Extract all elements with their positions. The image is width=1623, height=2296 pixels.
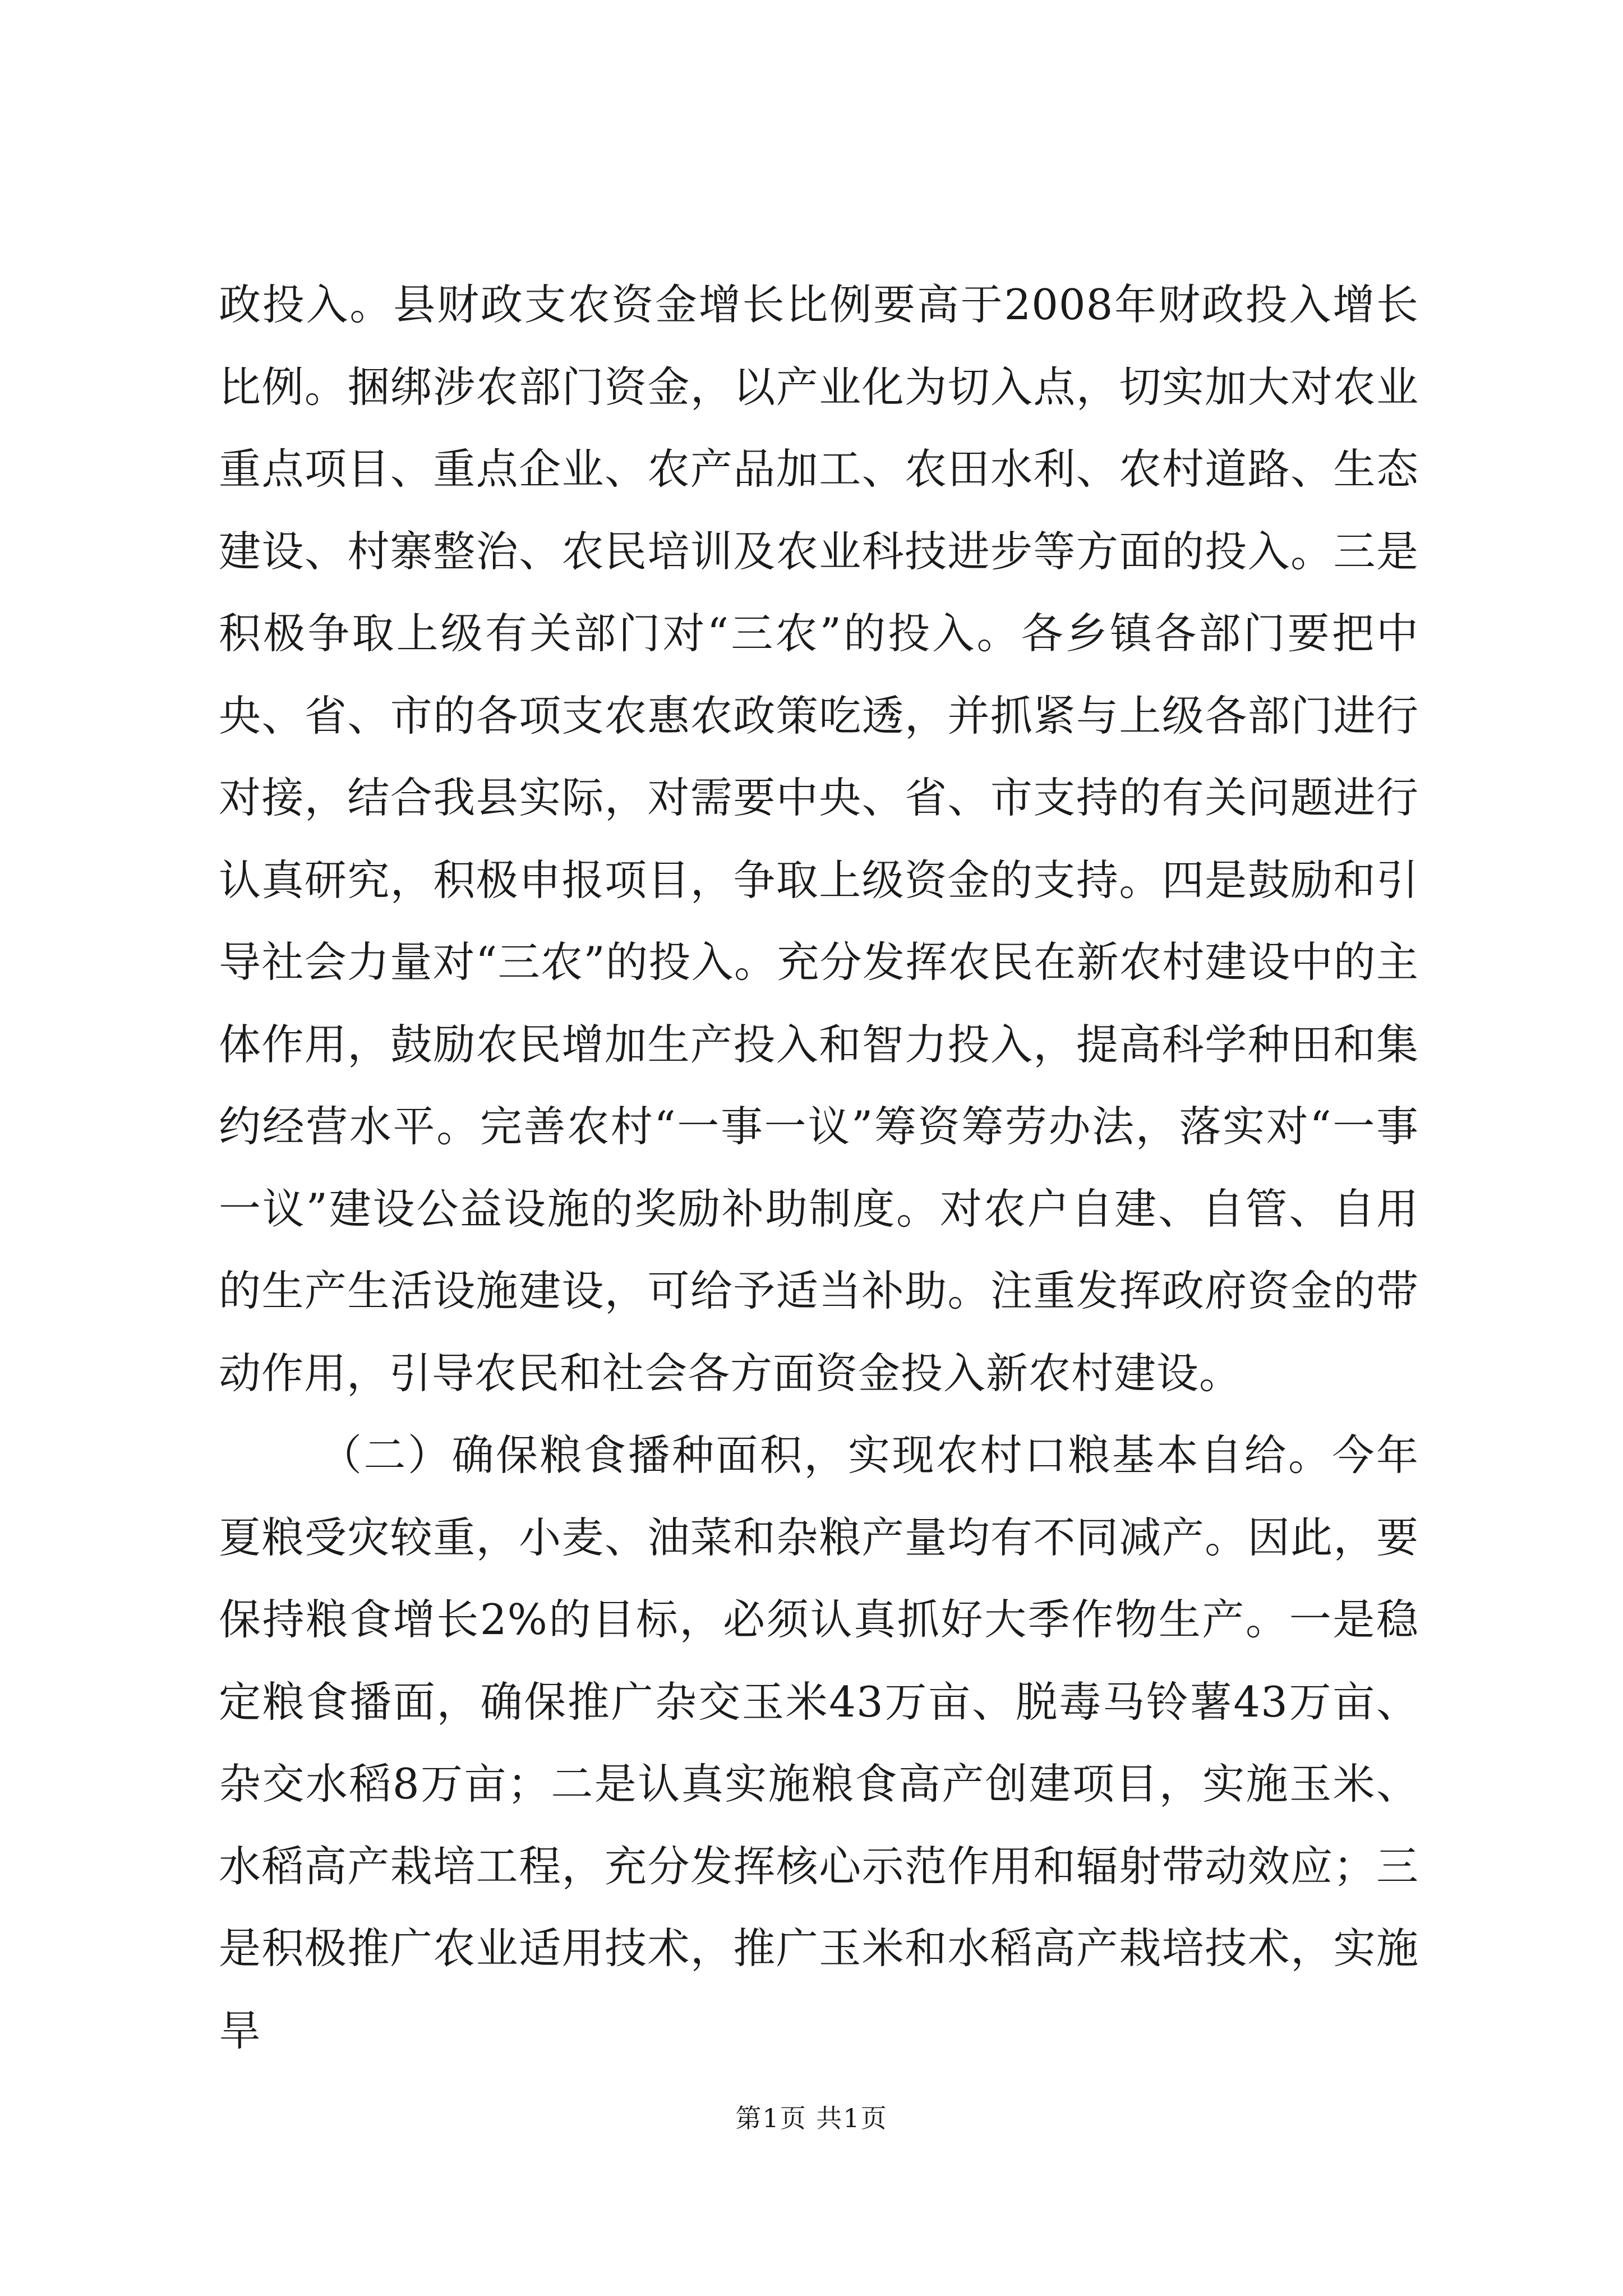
page-footer: 第1页 共1页 bbox=[735, 2103, 888, 2133]
paragraph-2: （二）确保粮食播种面积，实现农村口粮基本自给。今年夏粮受灾较重，小麦、油菜和杂粮产量均有不同减产。因此，要保持粮食增长2%的目标，必须认真抓好大季作物生产。一是稳定粮食播面，确保推广杂交玉米43万亩、脱毒马铃薯43万亩、杂交水稻8万亩；二是认真实施粮食高产创建项目，实施玉米、水稻高产栽培工程，充分发挥核心示范作用和辐射带动效应；三是积极推广农业适用技术，推广玉米和水稻高产栽培技术，实施旱 bbox=[219, 1430, 1419, 2055]
paragraph-1: 政投入。县财政支农资金增长比例要高于2008年财政投入增长比例。捆绑涉农部门资金，以产业化为切入点，切实加大对农业重点项目、重点企业、农产品加工、农田水利、农村道路、生态建设、村寨整治、农民培训及农业科技进步等方面的投入。三是积极争取上级有关部门对“三农”的投入。各乡镇各部门要把中央、省、市的各项支农惠农政策吃透，并抓紧与上级各部门进行对接，结合我县实际，对需要中央、省、市支持的有关问题进行认真研究，积极申报项目，争取上级资金的支持。四是鼓励和引导社会力量对“三农”的投入。充分发挥农民在新农村建设中的主体作用，鼓励农民增加生产投入和智力投入，提高科学种田和集约经营水平。完善农村“一事一议”筹资筹劳办法，落实对“一事一议”建设公益设施的奖励补助制度。对农户自建、自管、自用的生产生活设施建设，可给予适当补助。注重发挥政府资金的带动作用，引导农民和社会各方面资金投入新农村建设。 bbox=[219, 280, 1419, 1398]
document-body bbox=[219, 264, 1419, 2072]
